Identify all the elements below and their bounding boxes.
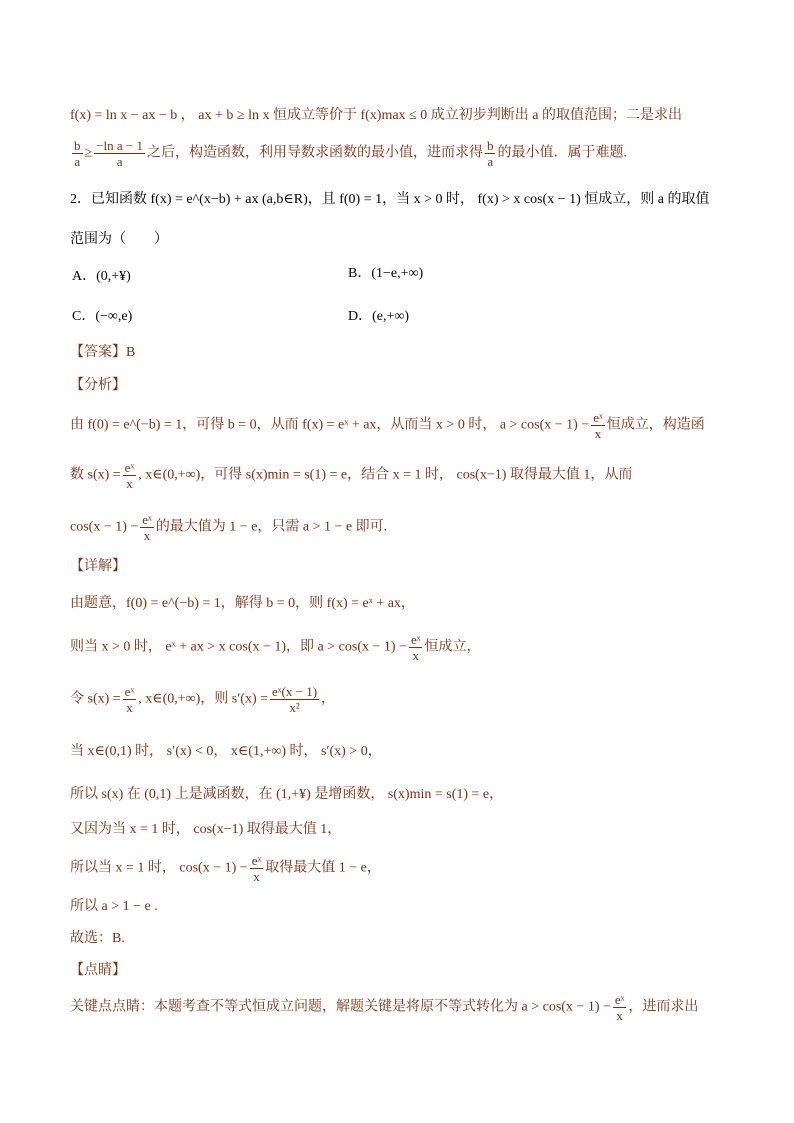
text-line: 又因为当 x = 1 时， cos(x−1) 取得最大值 1， bbox=[70, 822, 342, 837]
fraction: $\frac{\text{eˣ}}{x}$ bbox=[410, 632, 421, 663]
fraction: $\frac{\text{eˣ}}{x}$ bbox=[614, 992, 625, 1023]
option-c: C．(−∞,e) bbox=[72, 309, 133, 324]
text-line: 关键点点睛：本题考查不等式恒成立问题，解题关键是将原不等式转化为 a > cos(x − 1) − $\frac{\text{eˣ}}{x}$ ，进而求出 bbox=[70, 992, 699, 1023]
text-line: 故选：B. bbox=[70, 931, 125, 946]
fraction: $\frac{\text{eˣ}}{x}$ bbox=[124, 684, 135, 715]
fraction: $\frac{b}{a}$ bbox=[486, 138, 494, 169]
text-line: 由 f(0) = e^(−b) = 1，可得 b = 0，从而 f(x) = eˣ + ax，从而当 x > 0 时， a > cos(x − 1) − $\frac{\text{eˣ}}{x}$ 恒成立，构造函 bbox=[70, 410, 705, 441]
option-d: D．(e,+∞) bbox=[348, 309, 410, 324]
fraction: $\frac{\text{eˣ}}{x}$ bbox=[251, 853, 262, 884]
text-line: 由题意，f(0) = e^(−b) = 1，解得 b = 0，则 f(x) = eˣ + ax， bbox=[70, 596, 415, 611]
fraction: $\frac{\text{eˣ}}{x}$ bbox=[142, 512, 152, 543]
detail-label: 【详解】 bbox=[70, 559, 126, 574]
text-line: $\frac{b}{a}$ ≥ $\frac{\text{−ln a − 1}}{a}$ 之后，构造函数，利用导数求函数的最小值，进而求得 $\frac{b}{a}$ 的最小值．属于难题. bbox=[74, 138, 627, 169]
text-line: f(x) = ln x − ax − b ， ax + b ≥ ln x 恒成立等价于 f(x)max ≤ 0 成立初步判断出 a 的取值范围；二是求出 bbox=[70, 108, 682, 123]
text-line: 令 s(x) = $\frac{\text{eˣ}}{x}$ , x∈(0,+∞)，则 s′(x) = $\frac{\text{eˣ(x − 1)}}{\text{x²}}$ ， bbox=[70, 684, 336, 715]
text-line: 所以 s(x) 在 (0,1) 上是减函数，在 (1,+¥) 是增函数， s(x)min = s(1) = e， bbox=[70, 787, 504, 802]
text-line: 当 x∈(0,1) 时， s′(x) < 0， x∈(1,+∞) 时， s′(x) > 0， bbox=[70, 744, 382, 759]
tip-label: 【点睛】 bbox=[70, 963, 126, 978]
text-line: 则当 x > 0 时， eˣ + ax > x cos(x − 1)，即 a > cos(x − 1) − $\frac{\text{eˣ}}{x}$ 恒成立， bbox=[70, 632, 481, 663]
text-line: 数 s(x) = $\frac{\text{eˣ}}{x}$ , x∈(0,+∞)，可得 s(x)min = s(1) = e，结合 x = 1 时， cos(x−1) 取得最大值 1，从而 bbox=[70, 460, 633, 491]
answer-label: 【答案】B bbox=[70, 345, 136, 360]
text-line: 所以 a > 1 − e . bbox=[70, 899, 158, 914]
text-line: cos(x − 1) − $\frac{\text{eˣ}}{x}$ 的最大值为 1 − e，只需 a > 1 − e 即可. bbox=[70, 512, 388, 543]
option-b: B．(1−e,+∞) bbox=[348, 266, 424, 281]
fraction: $\frac{\text{−ln a − 1}}{a}$ bbox=[96, 138, 143, 169]
question-line: 2．已知函数 f(x) = e^(x−b) + ax (a,b∈R)，且 f(0) = 1，当 x > 0 时， f(x) > x cos(x − 1) 恒成立，则 a 的取值 bbox=[70, 192, 710, 207]
analysis-label: 【分析】 bbox=[70, 378, 126, 393]
text-line: 所以当 x = 1 时， cos(x − 1) − $\frac{\text{eˣ}}{x}$ 取得最大值 1 − e， bbox=[70, 853, 381, 884]
fraction: $\frac{\text{eˣ}}{x}$ bbox=[124, 460, 135, 491]
fraction: $\frac{\text{eˣ}}{x}$ bbox=[593, 410, 603, 441]
fraction: $\frac{\text{eˣ(x − 1)}}{\text{x²}}$ bbox=[272, 684, 318, 715]
fraction: $\frac{b}{a}$ bbox=[74, 138, 81, 169]
option-a: A．(0,+¥) bbox=[72, 269, 131, 284]
question-line: 范围为（ ） bbox=[70, 232, 168, 247]
